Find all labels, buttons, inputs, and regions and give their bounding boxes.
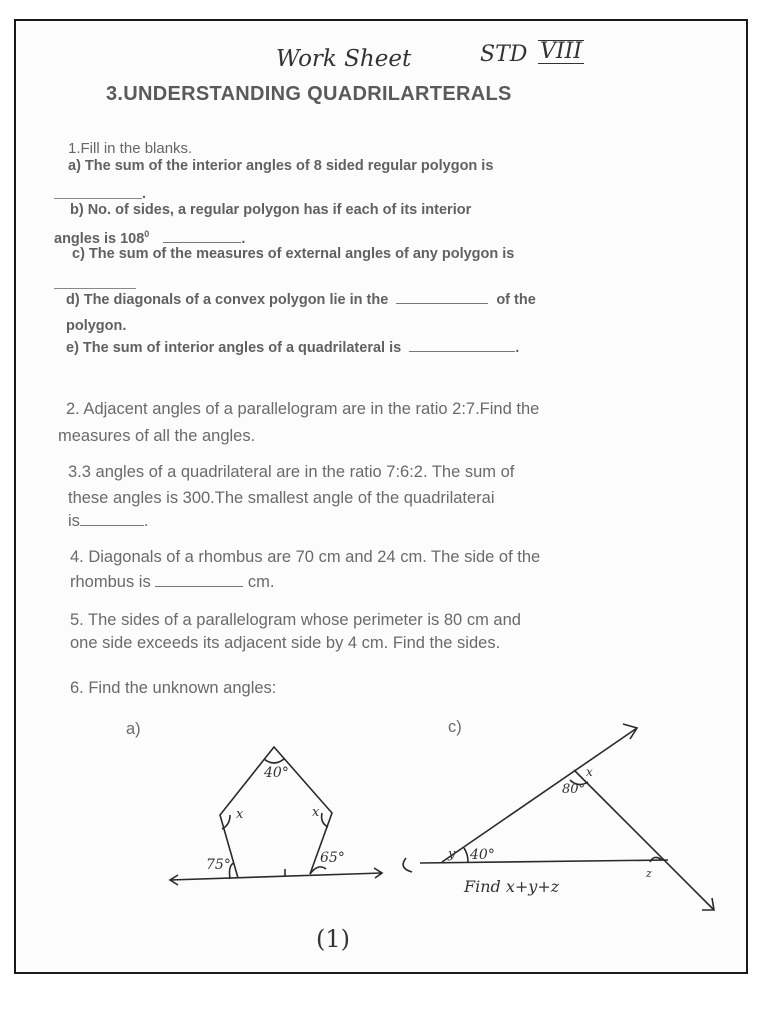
q1-e-text: e) The sum of interior angles of a quadrilateral is: [66, 340, 402, 356]
q6-label-a: a): [126, 720, 141, 738]
q1-d-part2: of the: [496, 292, 536, 308]
q3-line2: these angles is 300.The smallest angle of the quadrilaterai: [68, 489, 495, 507]
fig-a-top-arc: [264, 759, 284, 763]
q3-blank: [80, 525, 144, 526]
q4-blank: [155, 586, 243, 587]
worksheet-title: 3.UNDERSTANDING QUADRILARTERALS: [106, 83, 512, 105]
fig-a-top-angle: 40°: [264, 765, 289, 781]
q1-c-blank: [54, 272, 136, 289]
worksheet-label: Work Sheet: [276, 46, 412, 72]
fig-a-baseline: [170, 873, 382, 880]
q1-e: e) The sum of interior angles of a quadrilateral is .: [66, 340, 520, 356]
q2-line1: 2. Adjacent angles of a parallelogram are in the ratio 2:7.Find the: [66, 400, 540, 418]
q4-line2: [70, 573, 274, 592]
q1-b-line2: angles is $108^0$ .: [54, 229, 246, 247]
fig-c-baseline: [420, 860, 668, 863]
q1-b-blank: [163, 242, 241, 243]
q4-line2-text: rhombus is: [70, 573, 151, 591]
q3-line1: 3.3 angles of a quadrilateral are in the ratio 7:6:2. The sum of: [68, 463, 515, 481]
fig-a-left-angle: x: [236, 807, 244, 822]
q1-c: c) The sum of the measures of external angles of any polygon is: [72, 246, 515, 262]
q1-a: a) The sum of the interior angles of 8 sided regular polygon is: [68, 158, 494, 174]
q1-b-degree: 0: [144, 229, 150, 239]
q4-unit: cm.: [247, 573, 275, 591]
q1-a-period: .: [142, 186, 147, 202]
q6-label-c: c): [448, 718, 462, 736]
q1-b-text: angles is 108: [54, 230, 145, 247]
q1-d-part1: d) The diagonals of a convex polygon lie in the: [66, 292, 389, 308]
q5-line2: one side exceeds its adjacent side by 4 cm. Find the sides.: [70, 634, 501, 652]
fig-a-right-angle: x: [312, 805, 320, 820]
q1-d-line1: [66, 292, 536, 308]
q1-a-blank: [54, 180, 142, 199]
fig-a-bottom-right: 65°: [320, 850, 345, 866]
q4-line1: 4. Diagonals of a rhombus are 70 cm and 24 cm. The side of the: [70, 548, 541, 566]
q1-heading: 1.Fill in the blanks.: [68, 140, 193, 157]
fig-c-angle-40: 40°: [470, 847, 495, 863]
q2-line2: measures of all the angles.: [58, 427, 256, 445]
std-value: VIII: [540, 39, 582, 64]
figure-a-pentagon: [160, 735, 400, 895]
figure-c-triangle: [392, 712, 732, 922]
q1-e-blank: [409, 351, 515, 352]
fig-a-bottom-left: 75°: [206, 857, 231, 873]
fig-c-z-label: z: [646, 867, 652, 880]
q3-line3: is .: [68, 512, 149, 530]
fig-c-y-label: y: [448, 847, 456, 862]
q3-line3-text: is: [68, 512, 80, 530]
fig-c-right-side: [574, 770, 714, 910]
fig-c-top-angle: 80°: [562, 782, 586, 797]
q1-d-line2: polygon.: [66, 318, 127, 334]
q5-line1: 5. The sides of a parallelogram whose perimeter is 80 cm and: [70, 611, 521, 629]
q1-d-blank: [396, 303, 488, 304]
fig-c-instruction: Find x+y+z: [464, 877, 560, 896]
fig-c-left-side: [442, 728, 637, 862]
fig-c-left-cap: [403, 858, 412, 872]
q1-b-line1: b) No. of sides, a regular polygon has if each of its interior: [70, 202, 472, 218]
page-number: (1): [316, 925, 350, 953]
std-label: STD: [480, 42, 528, 67]
q6-heading: 6. Find the unknown angles:: [70, 679, 277, 697]
fig-c-40-arc: [464, 848, 468, 862]
fig-c-x-label: x: [586, 765, 593, 779]
